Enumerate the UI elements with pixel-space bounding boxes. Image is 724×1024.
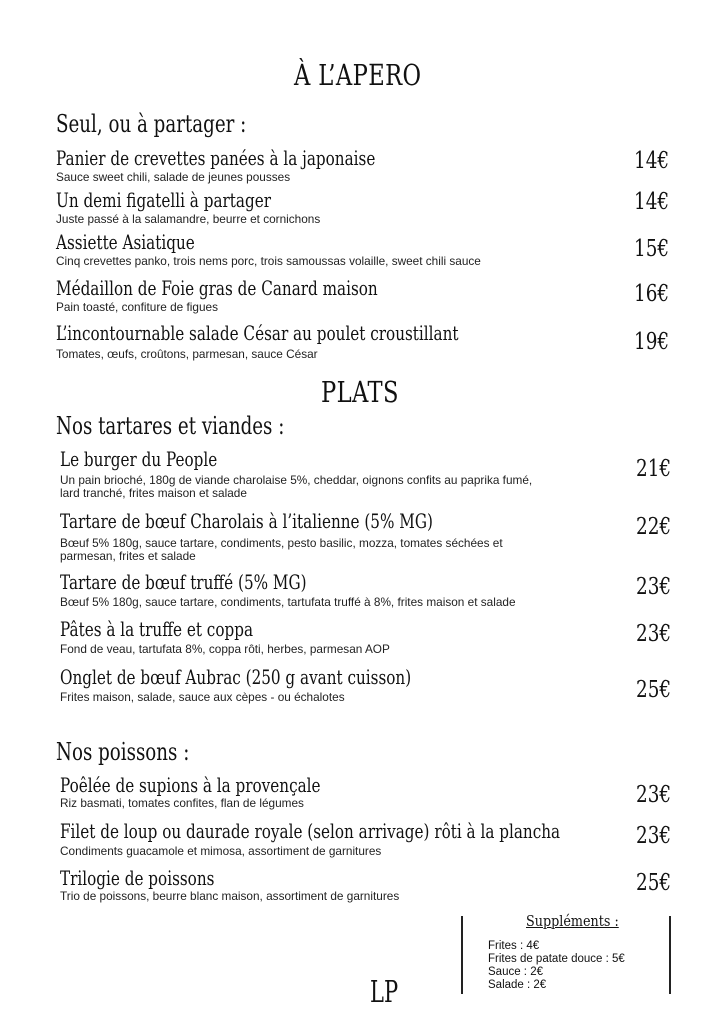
dish-price: 16€ — [634, 281, 670, 307]
dish-description: Un pain brioché, 180g de viande charolaise 5%, cheddar, oignons confits au paprika fumé, — [60, 473, 533, 487]
dish-description: Cinq crevettes panko, trois nems porc, trois samoussas volaille, sweet chili sauce — [56, 254, 481, 268]
dish-description: parmesan, frites et salade — [60, 549, 196, 563]
dish-price: 23€ — [636, 823, 672, 849]
dish-title: Assiette Asiatique — [56, 231, 195, 254]
supplement-item: Frites : 4€ — [488, 940, 540, 952]
supplements-title: Suppléments : — [526, 912, 619, 930]
dish-title: L’incontournable salade César au poulet croustillant — [56, 322, 459, 345]
dish-title: Tartare de bœuf truffé (5% MG) — [60, 571, 307, 594]
dish-price: 15€ — [634, 236, 670, 262]
dish-description: Sauce sweet chili, salade de jeunes pousses — [56, 170, 291, 184]
dish-price: 25€ — [636, 677, 672, 703]
subheading-seul-ou-partager: Seul, ou à partager : — [56, 110, 247, 138]
dish-description: Fond de veau, tartufata 8%, coppa rôti, herbes, parmesan AOP — [60, 642, 390, 656]
dish-description: lard tranché, frites maison et salade — [60, 486, 247, 500]
dish-price: 23€ — [636, 621, 672, 647]
dish-title: Pâtes à la truffe et coppa — [60, 618, 254, 641]
dish-price: 21€ — [636, 456, 672, 482]
supplement-item: Sauce : 2€ — [488, 966, 543, 978]
subheading-tartares-viandes: Nos tartares et viandes : — [56, 412, 285, 440]
restaurant-logo: LP — [370, 975, 399, 1010]
dish-price: 23€ — [636, 574, 672, 600]
dish-title: Trilogie de poissons — [60, 867, 215, 890]
dish-description: Juste passé à la salamandre, beurre et cornichons — [56, 212, 321, 226]
dish-description: Condiments guacamole et mimosa, assortiment de garnitures — [60, 844, 382, 858]
supplements-right-border — [669, 916, 671, 994]
dish-description: Frites maison, salade, sauce aux cèpes - ou échalotes — [60, 690, 345, 704]
dish-title: Filet de loup ou daurade royale (selon arrivage) rôti à la plancha — [60, 820, 561, 843]
supplements-left-border — [461, 916, 463, 994]
supplement-item: Frites de patate douce : 5€ — [488, 953, 625, 965]
dish-title: Un demi figatelli à partager — [56, 189, 271, 212]
dish-title: Médaillon de Foie gras de Canard maison — [56, 277, 378, 300]
section-heading-plats: PLATS — [321, 375, 399, 409]
dish-description: Tomates, œufs, croûtons, parmesan, sauce César — [56, 347, 318, 361]
dish-description: Trio de poissons, beurre blanc maison, assortiment de garnitures — [60, 889, 400, 903]
dish-price: 25€ — [636, 870, 672, 896]
supplement-item: Salade : 2€ — [488, 979, 547, 991]
dish-title: Le burger du People — [60, 448, 218, 471]
dish-title: Onglet de bœuf Aubrac (250 g avant cuisson) — [60, 666, 412, 689]
dish-price: 14€ — [634, 148, 670, 174]
dish-price: 14€ — [634, 189, 670, 215]
dish-description: Pain toasté, confiture de figues — [56, 300, 218, 314]
dish-price: 23€ — [636, 782, 672, 808]
section-heading-apero: À L’APERO — [294, 58, 422, 92]
dish-title: Poêlée de supions à la provençale — [60, 774, 321, 797]
subheading-poissons: Nos poissons : — [56, 738, 190, 766]
dish-price: 19€ — [634, 329, 670, 355]
dish-description: Bœuf 5% 180g, sauce tartare, condiments, pesto basilic, mozza, tomates séchées et — [60, 536, 503, 550]
dish-description: Riz basmati, tomates confites, flan de légumes — [60, 796, 304, 810]
dish-description: Bœuf 5% 180g, sauce tartare, condiments, tartufata truffé à 8%, frites maison et salade — [60, 595, 516, 609]
dish-title: Tartare de bœuf Charolais à l’italienne (5% MG) — [60, 510, 433, 533]
dish-price: 22€ — [636, 514, 672, 540]
dish-title: Panier de crevettes panées à la japonaise — [56, 147, 376, 170]
